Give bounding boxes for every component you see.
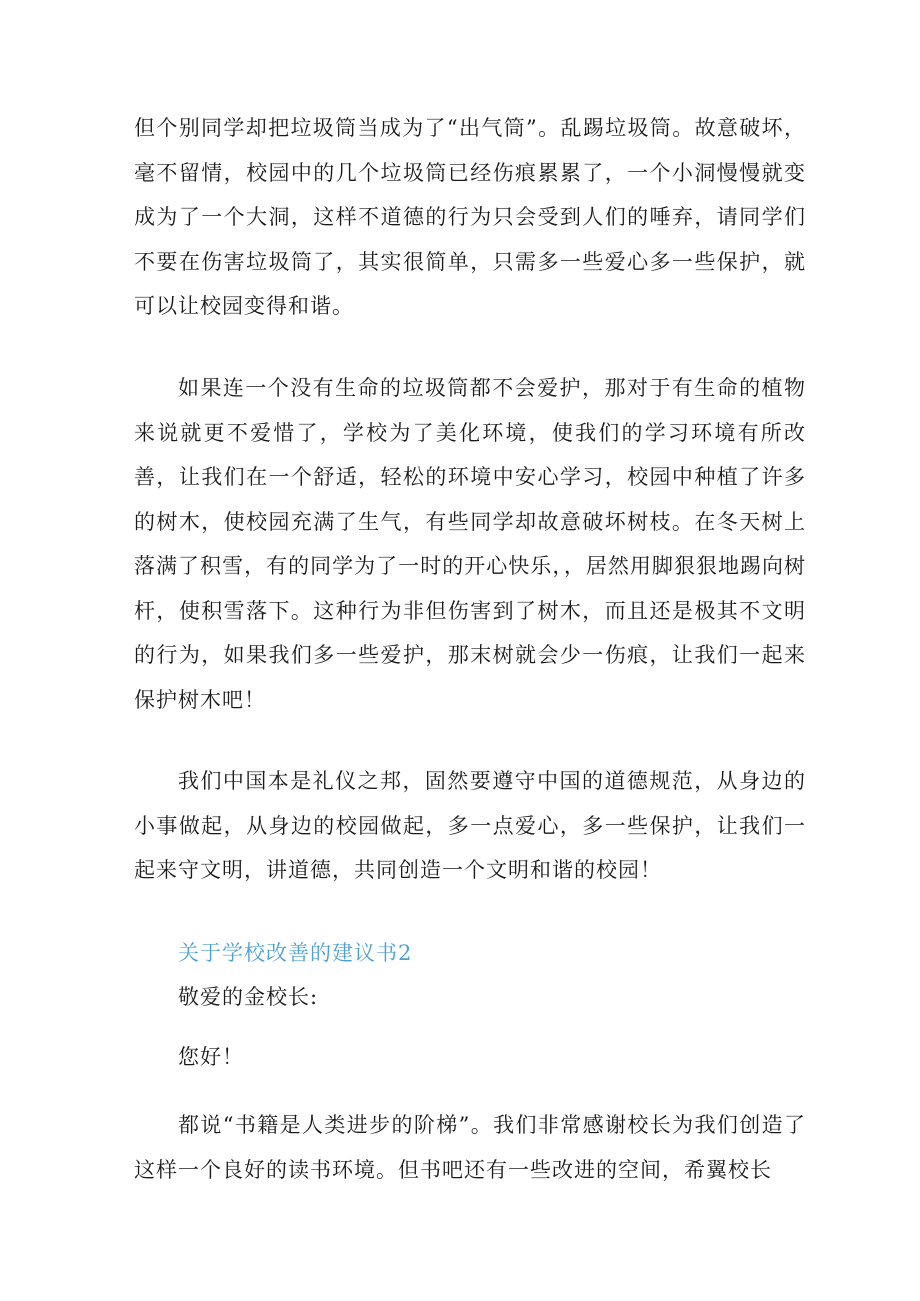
salutation: 敬爱的金校长: <box>178 985 319 1009</box>
paragraph-conclusion: 我们中国本是礼仪之邦，固然要遵守中国的道德规范，从身边的小事做起，从身边的校园做起，多一点爱心，多一些保护，让我们一起来守文明，讲道德，共同创造一个文明和谐的校园！ <box>134 769 806 882</box>
section-heading: 关于学校改善的建议书2 <box>178 941 413 965</box>
paragraph-trash-bins: 但个别同学却把垃圾筒当成为了“出气筒”。乱踢垃圾筒。故意破坏，毫不留情，校园中的几个垃圾筒已经伤痕累累了，一个小洞慢慢就变成为了一个大洞，这样不道德的行为只会受到人们的唾弃，请同学们不要在伤害垃圾筒了，其实很简单，只需多一些爱心多一些保护，就可以让校园变得和谐。 <box>134 116 806 318</box>
greeting: 您好！ <box>178 1045 244 1069</box>
paragraph-trees: 如果连一个没有生命的垃圾筒都不会爱护，那对于有生命的植物来说就更不爱惜了，学校为了美化环境，使我们的学习环境有所改善，让我们在一个舒适，轻松的环境中安心学习，校园中种植了许多的树木，使校园充满了生气，有些同学却故意破坏树枝。在冬天树上落满了积雪，有的同学为了一时的开心快乐，，居然用脚狠狠地踢向树杆，使积雪落下。这种行为非但伤害到了树木，而且还是极其不文明的行为，如果我们多一些爱护，那末树就会少一伤痕，让我们一起来保护树木吧！ <box>134 376 806 712</box>
paragraph-books: 都说“书籍是人类进步的阶梯”。我们非常感谢校长为我们创造了这样一个良好的读书环境。但书吧还有一些改进的空间，希翼校长 <box>134 1113 806 1182</box>
